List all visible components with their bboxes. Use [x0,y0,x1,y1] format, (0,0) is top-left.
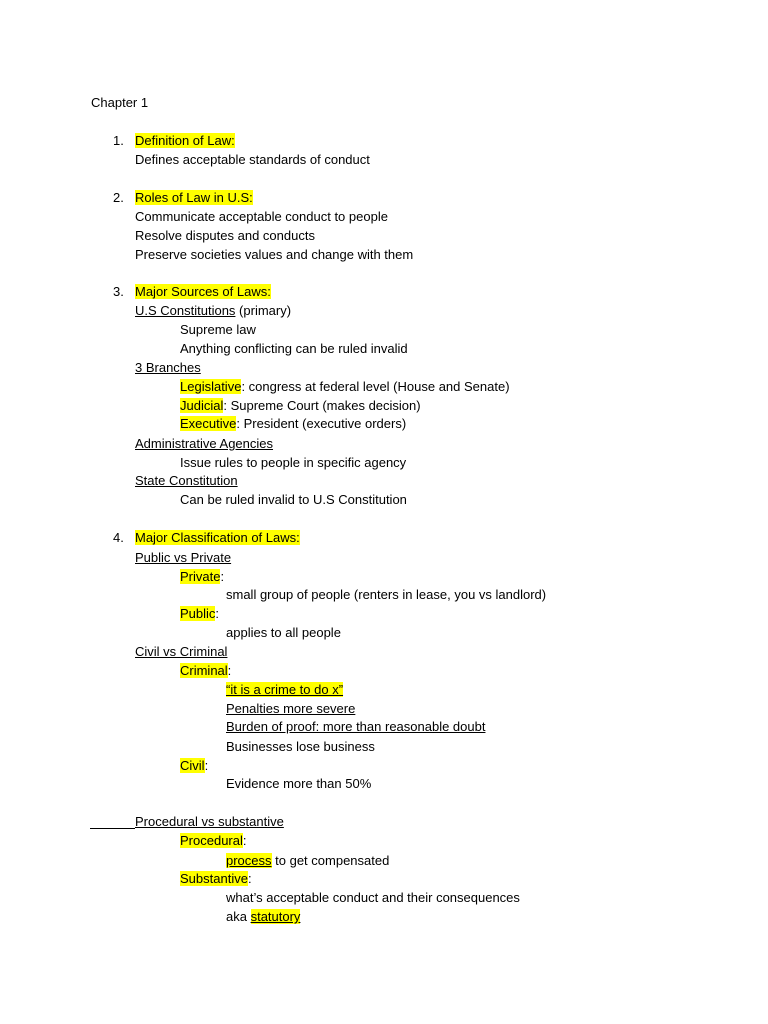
chapter-title: Chapter 1 [91,95,149,110]
public-desc: applies to all people [226,625,341,640]
substantive-label: Substantive: [180,871,252,886]
civil-label: Civil: [180,758,209,773]
procedural-label: Procedural: [180,833,247,848]
crime-quote: “it is a crime to do x” [226,682,344,697]
judicial-line: Judicial: Supreme Court (makes decision) [180,398,421,413]
supreme-law-line: Supreme law [180,322,256,337]
section-1-line: Defines acceptable standards of conduct [135,152,370,167]
evidence-line: Evidence more than 50% [226,776,372,791]
process-line: process to get compensated [226,853,390,868]
private-label: Private: [180,569,225,584]
section-3-heading: 3. Major Sources of Laws: [113,284,271,299]
branches-heading: 3 Branches [135,360,201,375]
private-desc: small group of people (renters in lease, you vs landlord) [226,587,547,602]
admin-agencies-heading: Administrative Agencies [135,436,274,451]
public-vs-private-heading: Public vs Private [135,550,232,565]
section-4-heading: 4. Major Classification of Laws: [113,530,300,545]
public-label: Public: [180,606,220,621]
blank-underline [90,828,135,829]
civil-vs-criminal-heading: Civil vs Criminal [135,644,228,659]
us-constitutions-line: U.S Constitutions (primary) [135,303,292,318]
section-2-line: Preserve societies values and change with them [135,247,414,262]
businesses-line: Businesses lose business [226,739,375,754]
state-constitution-heading: State Constitution [135,473,238,488]
section-2-line: Communicate acceptable conduct to people [135,209,388,224]
state-desc-line: Can be ruled invalid to U.S Constitution [180,492,407,507]
executive-line: Executive: President (executive orders) [180,416,407,431]
aka-statutory-line: aka statutory [226,909,301,924]
procedural-vs-substantive-heading: Procedural vs substantive [135,814,284,829]
criminal-label: Criminal: [180,663,232,678]
burden-line: Burden of proof: more than reasonable doubt [226,719,486,734]
legislative-line: Legislative: congress at federal level (House and Senate) [180,379,510,394]
section-2-line: Resolve disputes and conducts [135,228,315,243]
section-1-heading: 1. Definition of Law: [113,133,235,148]
conflicting-line: Anything conflicting can be ruled invalid [180,341,408,356]
penalties-line: Penalties more severe [226,701,356,716]
section-2-heading: 2. Roles of Law in U.S: [113,190,253,205]
substantive-desc: what’s acceptable conduct and their consequences [226,890,520,905]
admin-desc-line: Issue rules to people in specific agency [180,455,407,470]
